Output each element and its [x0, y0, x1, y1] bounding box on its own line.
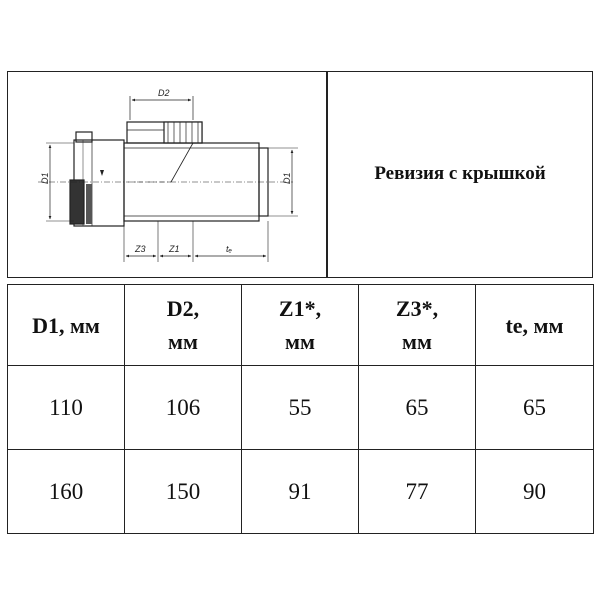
specs-table: [7, 284, 594, 534]
header-d1: D1, мм: [8, 285, 125, 366]
header-z3: Z3*, мм: [359, 285, 476, 366]
header-d2: D2, мм: [125, 285, 242, 366]
table-cell: 91: [242, 450, 359, 534]
label-te: tₑ: [226, 244, 232, 254]
label-z1: Z1: [169, 244, 180, 254]
table-row: [8, 450, 594, 534]
table-cell: 65: [476, 366, 594, 450]
table-cell: 160: [8, 450, 125, 534]
table-cell: 150: [125, 450, 242, 534]
table-cell: 55: [242, 366, 359, 450]
table-cell: 110: [8, 366, 125, 450]
table-cell: 65: [359, 366, 476, 450]
table-cell: 77: [359, 450, 476, 534]
label-z3: Z3: [135, 244, 146, 254]
drawing-and-title-panel: [7, 71, 593, 278]
product-title: Ревизия с крышкой: [374, 163, 546, 184]
label-d1-right: D1: [282, 172, 292, 184]
table-cell: 90: [476, 450, 594, 534]
technical-drawing: [8, 72, 326, 276]
table-header-row: [8, 285, 594, 366]
header-te: te, мм: [476, 285, 594, 366]
table-cell: 106: [125, 366, 242, 450]
label-d2: D2: [158, 88, 170, 98]
table-row: [8, 366, 594, 450]
header-z1: Z1*, мм: [242, 285, 359, 366]
label-d1-left: D1: [40, 172, 50, 184]
